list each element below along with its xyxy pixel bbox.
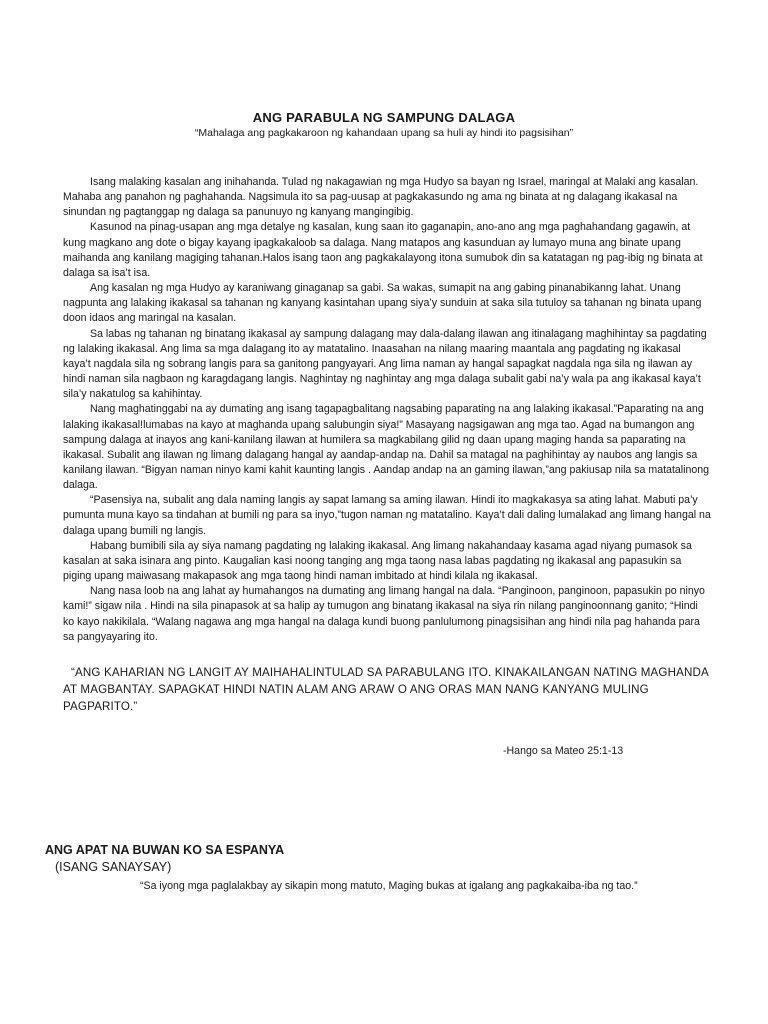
story-paragraph: Ang kasalan ng mga Hudyo ay karaniwang ginaganap sa gabi. Sa wakas, sumapit na ang gabing pinanabikanng lahat. Unang nagpunta ang lalaking ikakasal sa tahanan ng kanyang kasintahan upang siya’y sunduin at saka sila tutuloy sa tahanan ng binata upang doon idaos ang maringal na kasalan. [63,282,702,325]
story-source: -Hango sa Mateo 25:1-13 [503,745,624,757]
essay-subtitle: (ISANG SANAYSAY) [55,860,172,874]
essay-title: ANG APAT NA BUWAN KO SA ESPANYA [45,843,285,857]
story-paragraph: Kasunod na pinag-usapan ang mga detalye ng kasalan, kung saan ito gaganapin, ano-ano ang mga paghahandang gagawin, at kung magkano ang dote o bigay kayang ipagkakaloob sa dalaga. Nang matapos ang kasunduan ay lumayo muna ang binate upang maihanda ang kanilang magiging tahanan.Halos isang taon ang pagkakalayong itona sumubok din sa katatagan ng pag-ibig ng binata at dalaga sa isa’t isa. [63,221,703,279]
story-paragraph: “Pasensiya na, subalit ang dala naming langis ay sapat lamang sa aming ilawan. Hindi ito magkakasya sa ating lahat. Mabuti pa’y pumunta muna kayo sa tindahan at bumili ng para sa inyo,”tugon naman ng matatalino. Kaya’t dali daling lumalakad ang limang hangal na dalaga upang bumili ng langis. [63,494,711,537]
story-body [63,175,711,645]
story-paragraph: Sa labas ng tahanan ng binatang ikakasal ay sampung dalagang may dala-dalang ilawan ang itinalagang maghihintay sa pagdating ng lalaking ikakasal. Ang lima sa mga dalagang ito ay matatalino. Inaasahan na nilang maaring maantala ang pagdating ng ikakasal kaya’t nagdala sila ng sobrang langis para sa ganitong pangyayari. Ang lima naman ay hangal sapagkat nagdala nga sila ng ilawan ay hindi naman sila nagbaon ng karagdagang langis. Naghintay ng naghintay ang mga dalaga subalit gabi na’y wala pa ang ikakasal kaya’t sila’y nakatulog sa kahihintay. [63,327,707,401]
story-paragraph: Nang nasa loob na ang lahat ay humahangos na dumating ang limang hangal na dala. “Panginoon, panginoon, papasukin po ninyo kami!” sigaw nila . Hindi na sila pinapasok at sa halip ay tumugon ang binatang ikakasal na siya rin nilang panginoonnang ganito; “Hindi ko kayo nakikilala. “Walang nagawa ang mga hangal na dalaga kundi buong panlulumong pinagsisihan ang hindi nila pag hahanda para sa pangyayaring ito. [63,585,705,643]
story-moral: “ANG KAHARIAN NG LANGIT AY MAIHAHALINTULAD SA PARABULANG ITO. KINAKAILANGAN NATING MAGHANDA AT MAGBANTAY. SAPAGKAT HINDI NATIN ALAM ANG ARAW O ANG ORAS MAN NANG KANYANG MULING PAGPARITO.” [63,666,709,713]
essay-epigraph: “Sa iyong mga paglalakbay ay sikapin mong matuto, Maging bukas at igalang ang pagkakaiba-iba ng tao.” [140,880,638,892]
story-paragraph: Isang malaking kasalan ang inihahanda. Tulad ng nakagawian ng mga Hudyo sa bayan ng Israel, maringal at Malaki ang kasalan. Mahaba ang panahon ng paghahanda. Nagsimula ito sa pag-uusap at pagkakasundo ng ama ng binata at ng dalagang ikakasal na sinundan ng pagtanggap ng dalaga sa panunuyo ng kanyang mangingibig. [63,176,699,219]
story-epigraph: “Mahalaga ang pagkakaroon ng kahandaan upang sa huli ay hindi ito pagsisihan” [194,127,574,139]
story-title: ANG PARABULA NG SAMPUNG DALAGA [252,110,516,125]
story-paragraph: Nang maghatinggabi na ay dumating ang isang tagapagbalitang nagsabing paparating na ang lalaking ikakasal.”Paparating na ang lalaking ikakasal!lumabas na kayo at maghanda upang salubungin siya!” Masayang nagsigawan ang mga tao. Agad na bumangon ang sampung dalaga at inayos ang kani-kanilang ilawan at humilera sa magkabilang gilid ng daan upang maging handa sa paparating na ikakasal. Subalit ang ilawan ng limang dalagang hangal ay aandap-andap na. Dahil sa matagal na paghihintay ay naubos ang langis sa kanilang ilawan. “Bigyan naman ninyo kami kahit kaunting langis . Aandap andap na an gaming ilawan,”ang pakiusap nila sa matatalinong dalaga. [63,403,710,492]
story-paragraph: Habang bumibili sila ay siya namang pagdating ng lalaking ikakasal. Ang limang nakahandaay kasama agad niyang pumasok sa kasalan at saka isinara ang pinto. Kaugalian kasi noong tanging ang mga taong nasa labas pagdating ng ikakasal ang papasukin sa piging upang maiwasang makapasok ang mga taong hindi naman imbitado at hindi kilala ng ikakasal. [63,539,692,583]
